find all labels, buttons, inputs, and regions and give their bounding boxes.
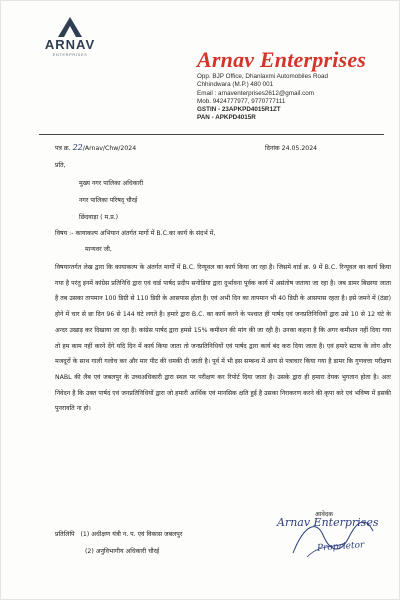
pan-line: PAN - APKPD4015R (197, 114, 256, 122)
header-divider (39, 134, 384, 135)
salutation: मान्यवर जी, (85, 246, 112, 253)
cc-item: (1) अधीक्षण यंत्री न. प. एवं विकास जबलपुर (80, 531, 183, 538)
ref-prefix: पत्र क्र. (55, 145, 71, 152)
gstin-line: GSTIN - 23APKPD4015R1ZT (197, 106, 281, 114)
company-address (197, 73, 387, 123)
stamp-company-name: Arnav Enterprises (277, 516, 379, 529)
cc-item: (2) अनुविभागीय अधिकारी चौरई (85, 548, 160, 555)
applicant-label: आवेदक (315, 511, 334, 518)
letter-body: विषयान्तर्गत लेख द्वारा कि कायाकल्प के अंतर्गत मार्गों में B.C. रिन्यूवल का कार्य किया जा रहा है। जिसमे वार्ड क्र. 9 में B.C. रिन्यूवल का कार्य किया गया है परंतु इनमें कांग्रेस प्रतिनिधि द्वारा एवं वार्ड पार्षद प्रदीप सनोडिया द्वारा दुर्भावना पूर्वक कार्य में असंतोष जताया जा रहा है। जब डामर बिछाया जाता है तब उसका तापमान 100 डिग्री से 110 डिग्री के आसपास होता है। एवं अभी दिन का तापमान भी 40 डिग्री के आसपास रहता है। इसे जमने में (ठंडा) होने में चार से छः दिन 96 से 144 घंटे लगते है। हमारे द्वारा B.C. का कार्य करने के पश्चात ही पार्षद एवं जनप्रतिनिधियों द्वारा उसे 10 से 12 घंटे के अन्दर उखाड़ कर दिखाया जा रहा है। कांग्रेस पार्षद द्वारा हमसे 15% कमीशन की मांग की जा रही है। उनका कहना है कि अगर कमीशन नहीं दिया गया तो हम काम नहीं करने देंगे यदि दिन में कार्य किया जाता तो जनप्रतिनिधियों एवं पार्षद द्वारा कार्य बंद करा दिया जाता है। एवं हमारे स्टाफ के लोग और मजदूरों के साथ गाली गलोच कर और मार पीट की धमकी दी जाती है। पूर्व में भी इस सम्बन्ध में आप से पत्राचार किया गया है डामर कि गुणवत्ता परीक्षण NABL की लैब एवं जबलपुर के उच्चअधिकारी द्वारा स्थल पर परीक्षण कर रिपोर्ट दिया जाता है। उसके द्वारा ही हमारा देयक भुगतान होता है। अतः निवेदन है कि उक्त पार्षद एवं जनप्रतिनिधियों द्वारा जो हमारी आर्थिक एवं मानसिक क्षति हुई है उसका निराकरण करने की कृपा करे एवं भविष्य में इसकी पुनरावति ना हो। (55, 264, 391, 413)
ref-number: 22 (72, 143, 83, 152)
date-label: दिनांक (265, 145, 280, 152)
ref-suffix: /Arnav/Chw/2024 (82, 145, 137, 152)
address-line: Opp. BJP Office, Dhanlaxmi Automobiles Road (197, 73, 329, 80)
logo-subtitle: ENTERPRISES (52, 52, 88, 57)
subject-line: विषय :- कायाकल्प अभियान अंतर्गत मार्गो में B.C.का कार्य के संदर्भ में, (55, 230, 216, 237)
address-line: Chhindwara (M.P.) 480 001 (197, 81, 274, 89)
recipient-line: नगर पालिका परिषद् चौरई (79, 197, 138, 204)
company-stamp (277, 516, 387, 578)
recipient-line: मुख्य नगर पालिका अधिकारी (79, 180, 144, 187)
logo-name: ARNAV (44, 37, 96, 52)
stamp-role: Proprietor (316, 540, 365, 554)
cc-label: प्रतिलिपि (55, 531, 75, 538)
phone-line: Mob. 9424777977, 9770777111 (197, 97, 286, 105)
letter-date (265, 143, 317, 152)
recipient-line: छिंदवाड़ा ( म.प्र.) (79, 214, 119, 221)
email-line: Email : arnaventerprises2612@gmail.com (197, 89, 314, 97)
company-name: Arnav Enterprises (197, 47, 367, 72)
cc-line (55, 529, 182, 538)
company-logo (35, 15, 105, 57)
to-label: प्रति, (55, 162, 66, 169)
date-value: 24.05.2024 (281, 145, 318, 152)
logo-a-icon (55, 15, 85, 39)
letter-reference (55, 143, 136, 152)
